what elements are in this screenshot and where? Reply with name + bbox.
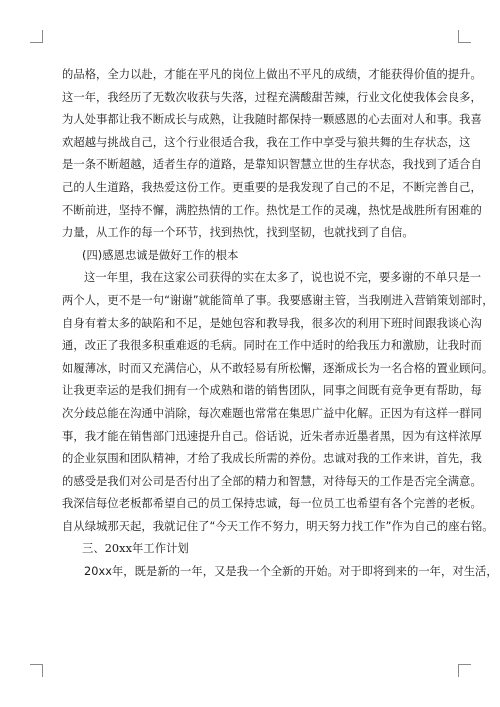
section-heading: 三、20xx年工作计划 xyxy=(82,542,189,556)
paragraph-line: 如履薄冰，时而又充满信心，从不敢轻易有所松懈，逐渐成长为一名合格的置业顾问。 xyxy=(62,361,494,375)
paragraph-line: 的品格，全力以赴，才能在平凡的岗位上做出不平凡的成绩，才能获得价值的提升。 xyxy=(62,68,482,81)
paragraph-line: 我深信每位老板都希望自己的员工保持忠诚，每一位员工也希望有各个完善的老板。 xyxy=(62,497,482,511)
paragraph-line: 为人处事都让我不断成长与成熟，让我随时都保持一颗感恩的心去面对人和事。我喜 xyxy=(62,113,482,127)
paragraph-line: 20xx年，既是新的一年，又是我一个全新的开始。对于即将到来的一年，对生活， xyxy=(84,565,498,579)
paragraph-line: 欢超越与挑战自己，这个行业很适合我，我在工作中享受与狼共舞的生存状态，这 xyxy=(62,135,471,149)
paragraph-line: 事，我才能在销售部门迅速提升自己。俗话说，近朱者赤近墨者黑，因为有这样浓厚 xyxy=(62,429,482,443)
crop-mark-bottom-right xyxy=(458,664,471,677)
paragraph-line: 不断前进，坚持不懈，满腔热情的工作。热忱是工作的灵魂，热忱是战胜所有困难的 xyxy=(62,203,482,217)
paragraph-line: 力量，从工作的每一个环节，找到热忱，找到坚韧，也就找到了自信。 xyxy=(62,226,414,240)
paragraph-line: 自从绿城那天起，我就记住了“今天工作不努力，明天努力找工作”作为自己的座右铭。 xyxy=(62,519,494,533)
paragraph-line: 自身有着太多的缺陷和不足，是她包容和教导我，很多次的利用下班时间跟我谈心沟 xyxy=(62,316,482,330)
paragraph-line: 己的人生道路，我热爱这份工作。更重要的是我发现了自己的不足，不断完善自己， xyxy=(62,180,482,194)
crop-mark-bottom-left xyxy=(30,664,43,677)
paragraph-line: 次分歧总能在沟通中消除，每次难题也常常在集思广益中化解。正因为有这样一群同 xyxy=(62,406,482,420)
paragraph-line: 通，改正了我很多积重难返的毛病。同时在工作中适时的给我压力和激励，让我时而 xyxy=(62,339,482,353)
paragraph-line: 这一年里，我在这家公司获得的实在太多了，说也说不完，要多谢的不单只是一 xyxy=(84,271,482,285)
paragraph-line: 的感受是我们对公司是否付出了全部的精力和智慧，对待每天的工作是否完全满意。 xyxy=(62,474,482,488)
paragraph-line: 两个人，更不是一句“谢谢”就能简单了事。我要感谢主管，当我刚进入营销策划部时， xyxy=(62,293,494,307)
crop-mark-top-left xyxy=(30,30,43,43)
document-body xyxy=(62,64,498,584)
paragraph-line: 的企业氛围和团队精神，才给了我成长所需的养份。忠诚对我的工作来讲，首先，我 xyxy=(62,452,482,466)
paragraph-line: 让我更幸运的是我们拥有一个成熟和谐的销售团队，同事之间既有竞争更有帮助，每 xyxy=(62,384,482,398)
paragraph-line: 这一年，我经历了无数次收获与失落，过程充满酸甜苦辣，行业文化使我体会良多， xyxy=(62,90,482,104)
paragraph-line: 是一条不断超越，适者生存的道路，是靠知识智慧立世的生存状态，我找到了适合自 xyxy=(62,158,482,172)
section-heading: (四)感恩忠诚是做好工作的根本 xyxy=(82,248,239,262)
crop-mark-top-right xyxy=(458,30,471,43)
